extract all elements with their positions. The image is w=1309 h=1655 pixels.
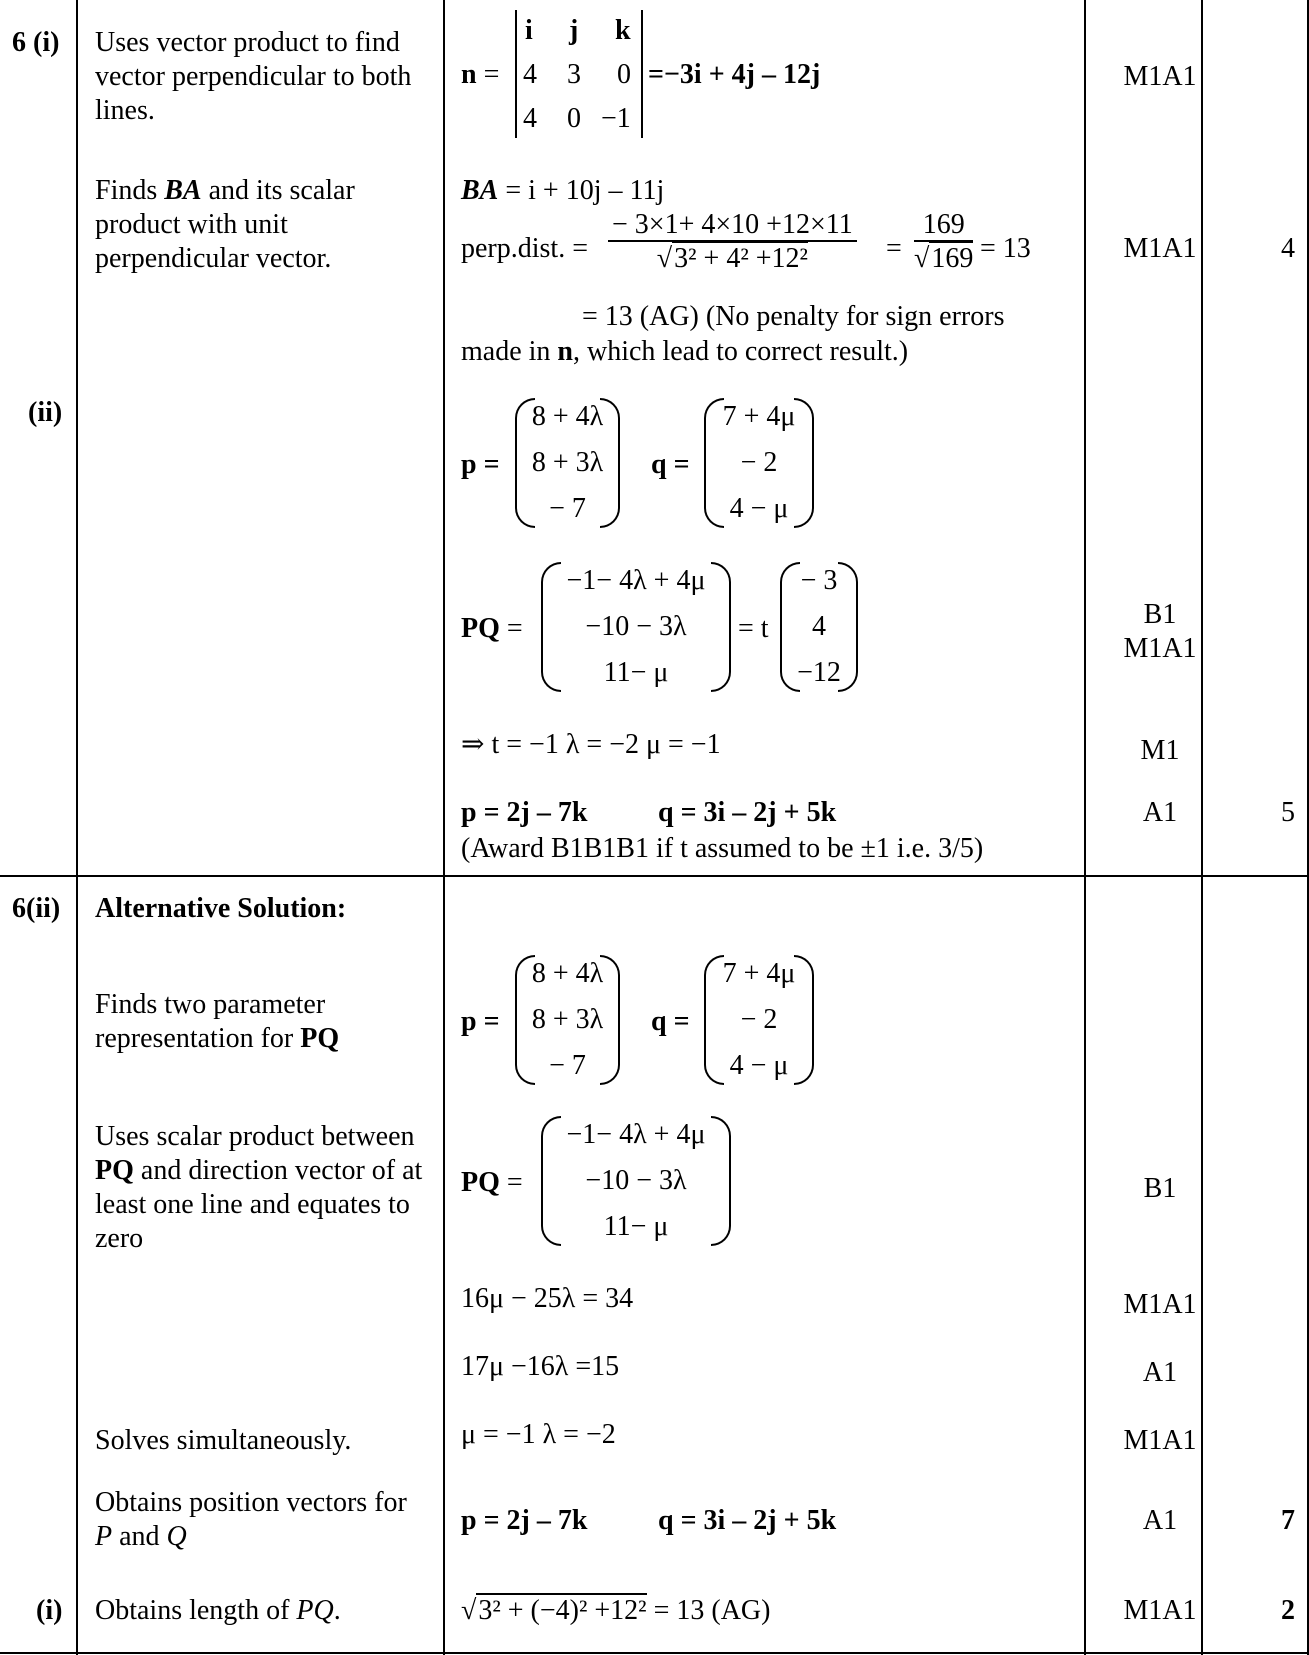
mark: M1A1: [1123, 233, 1197, 264]
ba-expression: BA = i + 10j – 11j: [461, 175, 665, 206]
perp-dist-label: perp.dist. =: [461, 233, 588, 264]
mark: M1A1: [1123, 1289, 1197, 1320]
p-vector: [515, 398, 620, 528]
perp-fraction-2: $\frac{169}{√169}$: [914, 209, 974, 274]
alt-description-solve: Solves simultaneously.: [95, 1425, 352, 1456]
alt-description-pq: Finds two parameter representation for PQ: [95, 989, 340, 1054]
equation-2: 17μ −16λ =15: [461, 1351, 620, 1382]
vector-cell: 8 + 4λ: [531, 958, 604, 989]
question-part-ii: (ii): [28, 397, 63, 428]
col-divider-1: [76, 0, 78, 1655]
vector-cell: −1− 4λ + 4μ: [566, 565, 706, 596]
row-divider: [0, 875, 1309, 877]
alt-q-vector: [704, 955, 814, 1085]
alt-heading: Alternative Solution:: [95, 893, 347, 924]
alt-pq-label: PQ =: [461, 1167, 523, 1198]
mark: M1A1: [1123, 1595, 1197, 1626]
total-mark: 4: [1281, 233, 1295, 264]
vector-cell: −12: [797, 657, 841, 688]
vector-cell: 8 + 3λ: [531, 1004, 604, 1035]
det-cell: i: [525, 15, 533, 46]
vector-cell: 7 + 4μ: [722, 401, 796, 432]
length-expression: √3² + (−4)² +12² = 13 (AG): [461, 1595, 771, 1626]
det-cell: 3: [567, 59, 581, 90]
vector-cell: 8 + 3λ: [531, 447, 604, 478]
mark: A1: [1142, 1357, 1178, 1388]
alt-description-position: Obtains position vectors for P and Q: [95, 1487, 407, 1552]
award-note: (Award B1B1B1 if t assumed to be ±1 i.e. 3/5): [461, 833, 984, 864]
vector-cell: 4: [812, 611, 826, 642]
t-multiplier: = t: [738, 613, 769, 644]
alt-question-part-i: (i): [36, 1595, 63, 1626]
vector-cell: 11− μ: [603, 1211, 669, 1242]
alt-p-vector: [515, 955, 620, 1085]
vector-cell: −1− 4λ + 4μ: [566, 1119, 706, 1150]
total-mark: 2: [1281, 1595, 1295, 1626]
det-cell: k: [615, 15, 631, 46]
solution-values: μ = −1 λ = −2: [461, 1419, 616, 1450]
ag-note-2: made in n, which lead to correct result.): [461, 336, 909, 367]
alt-p-result: p = 2j – 7k: [461, 1505, 588, 1536]
pq-vector: [541, 562, 731, 692]
q-label: q =: [651, 449, 690, 480]
n-result: =−3i + 4j – 12j: [648, 59, 821, 90]
vector-cell: 7 + 4μ: [722, 958, 796, 989]
alt-p-label: p =: [461, 1006, 500, 1037]
n-label: n =: [461, 59, 500, 90]
total-mark: 7: [1281, 1505, 1295, 1536]
mark: B1: [1143, 1173, 1177, 1204]
p-label: p =: [461, 449, 500, 480]
q-result: q = 3i – 2j + 5k: [658, 797, 837, 828]
mark: B1: [1143, 599, 1177, 630]
alt-q-result: q = 3i – 2j + 5k: [658, 1505, 837, 1536]
parameter-values: ⇒ t = −1 λ = −2 μ = −1: [461, 729, 721, 760]
alt-question-number: 6(ii): [12, 893, 61, 924]
description-scalar-product: Finds BA and its scalar product with unit perpendicular vector.: [95, 175, 355, 274]
p-result: p = 2j – 7k: [461, 797, 588, 828]
vector-cell: − 3: [800, 565, 838, 596]
pq-label: PQ =: [461, 613, 523, 644]
vector-cell: −10 − 3λ: [585, 611, 687, 642]
det-cell: 0: [617, 59, 631, 90]
alt-description-scalar: Uses scalar product between PQ and direction vector of at least one line and equates to zero: [95, 1121, 423, 1254]
equation-1: 16μ − 25λ = 34: [461, 1283, 634, 1314]
vector-cell: 8 + 4λ: [531, 401, 604, 432]
mark: M1A1: [1123, 633, 1197, 664]
vector-cell: − 7: [549, 1050, 586, 1081]
vector-cell: − 7: [549, 493, 586, 524]
q-vector: [704, 398, 814, 528]
bottom-border: [0, 1652, 1309, 1654]
mark: M1A1: [1123, 1425, 1197, 1456]
alt-q-label: q =: [651, 1006, 690, 1037]
perp-fraction-1: $\frac{- 3\times 1+ 4\times 10 +12\times 11}{\text{√3² + 4² +12²}}$: [604, 210, 861, 276]
col-divider-3: [1084, 0, 1086, 1655]
vector-cell: 11− μ: [603, 657, 669, 688]
direction-vector: [780, 562, 858, 692]
total-mark: 5: [1281, 797, 1295, 828]
col-divider-2: [443, 0, 445, 1655]
det-cell: 4: [523, 103, 537, 134]
alt-description-length: Obtains length of PQ.: [95, 1595, 341, 1626]
perp-result: = 13: [980, 233, 1031, 264]
ag-note: = 13 (AG) (No penalty for sign errors: [582, 301, 1005, 332]
mark: M1A1: [1123, 61, 1197, 92]
vector-cell: 4 − μ: [729, 1050, 789, 1081]
equals-sign: =: [886, 233, 902, 264]
vector-cell: − 2: [740, 1004, 778, 1035]
alt-pq-vector: [541, 1116, 731, 1246]
vector-cell: − 2: [740, 447, 778, 478]
mark: A1: [1142, 797, 1178, 828]
det-cell: j: [569, 15, 579, 46]
description-vector-product: Uses vector product to find vector perpendicular to both lines.: [95, 27, 412, 126]
question-number: 6 (i): [12, 27, 60, 58]
det-cell: −1: [601, 103, 631, 134]
det-cell: 0: [567, 103, 581, 134]
vector-cell: −10 − 3λ: [585, 1165, 687, 1196]
mark: M1: [1140, 735, 1180, 766]
det-cell: 4: [523, 59, 537, 90]
vector-cell: 4 − μ: [729, 493, 789, 524]
determinant-matrix: [515, 10, 643, 138]
mark: A1: [1142, 1505, 1178, 1536]
